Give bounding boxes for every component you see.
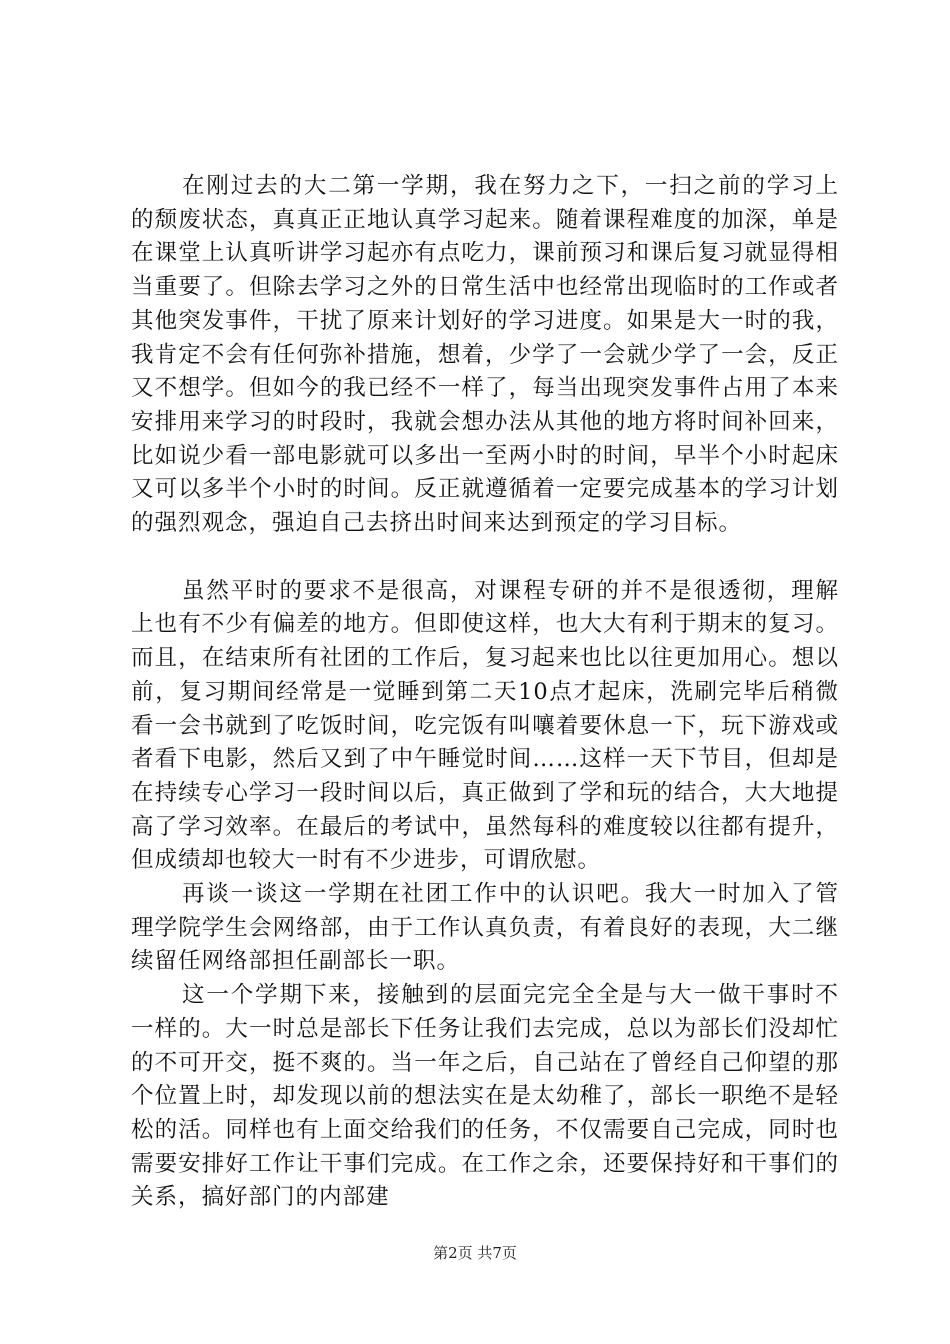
paragraph-club-intro: 再谈一谈这一学期在社团工作中的认识吧。我大一时加入了管理学院学生会网络部，由于工作认真负责，有着良好的表现，大二继续留任网络部担任副部长一职。: [131, 881, 839, 975]
page-number-footer: 第2页 共7页: [433, 1244, 517, 1262]
paragraph-exam-review: 虽然平时的要求不是很高，对课程专研的并不是很透彻，理解上也有不少有偏差的地方。但即使这样，也大大有利于期末的复习。而且，在结束所有社团的工作后，复习起来也比以往更加用心。想以前，复习期间经常是一觉睡到第二天10点才起床，洗刷完毕后稍微看一会书就到了吃饭时间，吃完饭有叫嚷着要休息一下，玩下游戏或者看下电影，然后又到了中午睡觉时间……这样一天下节目，但却是在持续专心学习一段时间以后，真正做到了学和玩的结合，大大地提高了学习效率。在最后的考试中，虽然每科的难度较以往都有提升，但成绩却也较大一时有不少进步，可谓欣慰。: [131, 577, 839, 874]
paragraph-study-habits: 在刚过去的大二第一学期，我在努力之下，一扫之前的学习上的颓废状态，真真正正地认真学习起来。随着课程难度的加深，单是在课堂上认真听讲学习起亦有点吃力，课前预习和课后复习就显得相当重要了。但除去学习之外的日常生活中也经常出现临时的工作或者其他突发事件，干扰了原来计划好的学习进度。如果是大一时的我，我肯定不会有任何弥补措施，想着，少学了一会就少学了一会，反正又不想学。但如今的我已经不一样了，每当出现突发事件占用了本来安排用来学习的时段时，我就会想办法从其他的地方将时间补回来，比如说少看一部电影就可以多出一至两小时的时间，早半个小时起床又可以多半个小时的时间。反正就遵循着一定要完成基本的学习计划的强烈观念，强迫自己去挤出时间来达到预定的学习目标。: [131, 173, 839, 537]
paragraph-club-work: 这一个学期下来，接触到的层面完完全全是与大一做干事时不一样的。大一时总是部长下任务让我们去完成，总以为部长们没却忙的不可开交，挺不爽的。当一年之后，自己站在了曾经自己仰望的那个位置上时，却发现以前的想法实在是太幼稚了，部长一职绝不是轻松的活。同样也有上面交给我们的任务，不仅需要自己完成，同时也需要安排好工作让干事们完成。在工作之余，还要保持好和干事们的关系，搞好部门的内部建: [131, 982, 839, 1211]
document-body: [131, 170, 839, 1215]
